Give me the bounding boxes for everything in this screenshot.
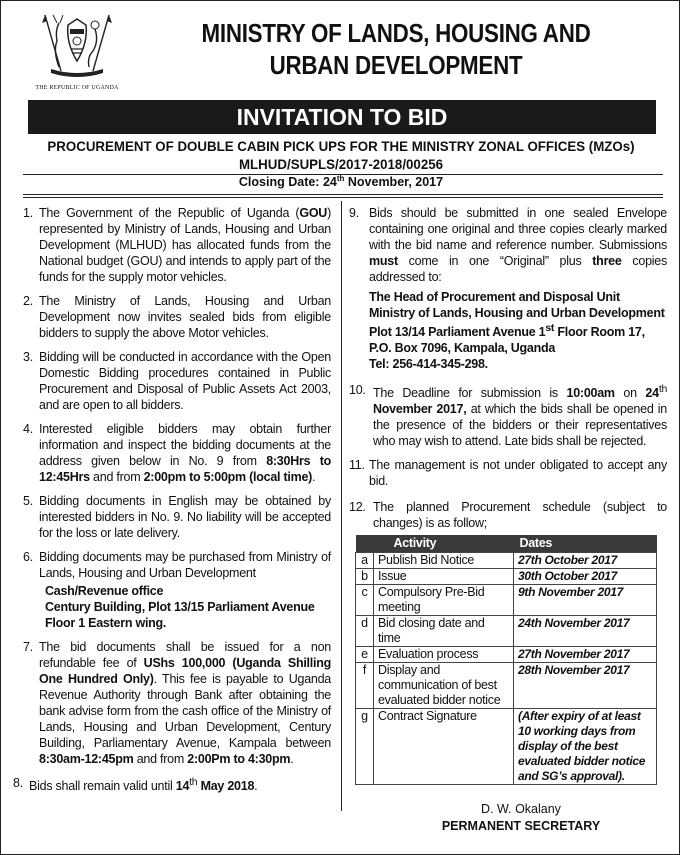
- row-date: 9th November 2017: [514, 585, 657, 616]
- row-activity: Display and communication of best evaluated bidder notice: [374, 663, 514, 709]
- text: Plot 13/14 Parliament Avenue 1: [369, 325, 546, 340]
- text: . This fee is payable to Uganda Revenue Authority through Bank after obtaining the bank advise form from the cash office of the Ministry of Lands, Housing and Urban Development, Century Building, Parliamentary Avenue, Kampala between: [39, 672, 331, 750]
- closing-rest: November, 2017: [344, 175, 444, 189]
- text: Bids should be submitted in one sealed Envelope containing one original and three copies clearly marked with the bid name and reference number. Submissions: [369, 206, 667, 252]
- row-activity: Issue: [374, 569, 514, 585]
- text: at which the bids shall be opened in the presence of the bidders or their representatives who may wish to attend. Late bids shall be rejected.: [373, 402, 668, 449]
- text-sup: th: [189, 777, 198, 788]
- text-bold: 10:00am: [566, 386, 615, 401]
- ministry-title: MINISTRY OF LANDS, HOUSING AND URBAN DEVELOPMENT: [201, 18, 591, 80]
- row-date: 28th November 2017: [514, 663, 657, 709]
- list-item: [349, 499, 667, 531]
- text: Interested eligible bidders may obtain further information and inspect the bidding documents at the address given below in No. 9 from: [39, 422, 331, 468]
- table-header-row: [356, 535, 657, 553]
- address-line: Cash/Revenue office: [45, 584, 164, 598]
- text-bold: GOU: [299, 206, 328, 220]
- row-date: 24th November 2017: [514, 616, 657, 647]
- text: .: [312, 470, 316, 484]
- text: and from: [89, 470, 144, 484]
- table-row: [356, 585, 657, 616]
- table-row: [356, 709, 657, 785]
- text-bold: November 2017,: [373, 402, 467, 417]
- submission-address: [349, 289, 667, 372]
- row-letter: f: [356, 663, 374, 709]
- table-row: [356, 569, 657, 585]
- row-letter: a: [356, 553, 374, 569]
- text: and from: [133, 752, 188, 766]
- header-cell: [356, 535, 374, 553]
- item-text: [39, 639, 331, 767]
- text: .: [290, 752, 294, 766]
- list-item: [13, 205, 331, 285]
- text-bold: 24: [645, 386, 659, 401]
- list-item: [349, 205, 667, 285]
- republic-label: THE REPUBLIC OF UGANDA: [35, 85, 119, 91]
- table-row: [356, 647, 657, 663]
- list-item: [13, 349, 331, 413]
- row-date: 27th November 2017: [514, 647, 657, 663]
- text-bold: must: [369, 254, 398, 268]
- row-activity: Evaluation process: [374, 647, 514, 663]
- list-item: [349, 382, 667, 449]
- address-line: Floor 1 Eastern wing.: [45, 616, 167, 630]
- signatory-title: PERMANENT SECRETARY: [441, 819, 601, 833]
- right-column: [349, 205, 667, 785]
- divider-rule: [23, 197, 663, 198]
- item-text: Bidding documents in English may be obtained by interested bidders in No. 9. No liability will be accepted for the loss or late delivery.: [39, 494, 331, 540]
- text: .: [254, 779, 258, 794]
- header-cell: Dates: [514, 535, 657, 553]
- item-number: 4.: [23, 422, 33, 436]
- header-cell: Activity: [374, 535, 514, 553]
- item-text: The planned Procurement schedule (subject to changes) is as follow;: [373, 500, 667, 531]
- divider-rule: [23, 194, 663, 195]
- row-activity: Compulsory Pre-Bid meeting: [374, 585, 514, 616]
- row-activity: Bid closing date and time: [374, 616, 514, 647]
- text-sup: th: [658, 384, 667, 396]
- table-row: [356, 663, 657, 709]
- closing-label: Closing Date: 24: [238, 175, 337, 189]
- table-row: [356, 616, 657, 647]
- item-text: [39, 421, 331, 485]
- procurement-reference: MLHUD/SUPLS/2017-2018/00256: [238, 156, 444, 172]
- item-text: Bidding documents may be purchased from Ministry of Lands, Housing and Urban Development: [39, 550, 331, 580]
- row-date: (After expiry of at least 10 working days from display of the best evaluated bidder notice and SG’s approval).: [514, 709, 657, 785]
- item-number: 3.: [23, 350, 33, 364]
- item-text: [369, 205, 667, 285]
- row-letter: g: [356, 709, 374, 785]
- item-number: 7.: [23, 640, 33, 654]
- text: copies addressed to:: [369, 254, 668, 284]
- item-number: 11.: [349, 458, 365, 473]
- text-bold: 8:30am-12:45pm: [39, 752, 134, 766]
- item-number: 2.: [23, 294, 33, 308]
- text: The bid documents shall be issued for a non refundable fee of: [39, 640, 331, 670]
- row-letter: c: [356, 585, 374, 616]
- signature-block: [421, 801, 621, 835]
- list-item: [13, 775, 331, 794]
- text-bold: UShs 100,000 (Uganda Shilling One Hundred Only): [39, 656, 331, 686]
- signatory-name: D. W. Okalany: [481, 802, 561, 816]
- item-text: [29, 775, 331, 794]
- text: The Deadline for submission is: [373, 386, 567, 401]
- text: ) represented by Ministry of Lands, Housing and Urban Development (MLHUD) has allocated funds from the National budget (GOU) and intends to apply part of the funds for the supply motor vehicles.: [39, 206, 331, 284]
- list-item: [13, 293, 331, 341]
- header: [1, 1, 680, 99]
- address-line: [369, 321, 667, 340]
- item-text: The Ministry of Lands, Housing and Urban Development now invites sealed bids from eligible bidders to supply the above Motor vehicles.: [39, 294, 331, 340]
- address-line: P.O. Box 7096, Kampala, Uganda: [369, 341, 556, 356]
- item-text: The management is not under obligated to accept any bid.: [369, 458, 667, 489]
- address-line: The Head of Procurement and Disposal Unit: [369, 290, 620, 304]
- row-activity: Contract Signature: [374, 709, 514, 785]
- item-text: [373, 382, 667, 449]
- text-bold: 8:30Hrs to 12:45Hrs: [39, 454, 331, 484]
- item-number: 9.: [349, 206, 359, 220]
- list-item: [349, 457, 667, 489]
- text-bold: 2:00pm to 5:00pm (local time): [143, 470, 313, 484]
- closing-sup: th: [336, 174, 345, 183]
- text-bold: 2:00Pm to 4:30pm: [187, 752, 291, 766]
- row-letter: e: [356, 647, 374, 663]
- text: Bids shall remain valid until: [29, 779, 176, 794]
- column-divider: [341, 201, 342, 811]
- text: The Government of the Republic of Uganda (: [39, 206, 300, 220]
- text-bold: 14: [175, 779, 190, 794]
- item-number: 8.: [13, 776, 23, 790]
- item-text: Bidding will be conducted in accordance with the Open Domestic Bidding procedures contained in Public Procurement and Disposal of Public Assets Act 2003, and are open to all bidders.: [39, 350, 331, 412]
- left-column: [13, 205, 331, 802]
- row-letter: b: [356, 569, 374, 585]
- list-item: [13, 493, 331, 541]
- row-date: 30th October 2017: [514, 569, 657, 585]
- text: on: [614, 386, 646, 401]
- item-number: 12.: [349, 500, 366, 515]
- procurement-title: [28, 137, 655, 173]
- procurement-schedule-table: [355, 535, 657, 785]
- row-letter: d: [356, 616, 374, 647]
- text: Floor Room 17,: [554, 325, 645, 340]
- text-bold: three: [592, 254, 622, 268]
- item-text: [39, 205, 331, 285]
- item-number: 1.: [23, 206, 33, 220]
- table-row: [356, 553, 657, 569]
- text-sup: st: [545, 323, 555, 334]
- item-number: 6.: [23, 550, 33, 564]
- row-date: 27th October 2017: [514, 553, 657, 569]
- cash-office-address: [13, 583, 331, 631]
- list-item: [13, 639, 331, 767]
- invitation-banner: INVITATION TO BID: [28, 100, 656, 134]
- address-line: Century Building, Plot 13/15 Parliament Avenue: [45, 600, 315, 614]
- text: come in one “Original” plus: [397, 254, 593, 268]
- closing-date: [11, 175, 671, 189]
- item-number: 5.: [23, 494, 33, 508]
- address-line: Ministry of Lands, Housing and Urban Development: [369, 306, 665, 320]
- list-item: [13, 549, 331, 581]
- list-item: [13, 421, 331, 485]
- item-number: 10.: [349, 383, 366, 398]
- procurement-name: PROCUREMENT OF DOUBLE CABIN PICK UPS FOR THE MINISTRY ZONAL OFFICES (MZOs): [47, 138, 635, 154]
- address-line: Tel: 256-414-345-298.: [369, 357, 488, 372]
- text-bold: May 2018: [197, 779, 255, 794]
- coat-of-arms-logo: [27, 11, 127, 91]
- row-activity: Publish Bid Notice: [374, 553, 514, 569]
